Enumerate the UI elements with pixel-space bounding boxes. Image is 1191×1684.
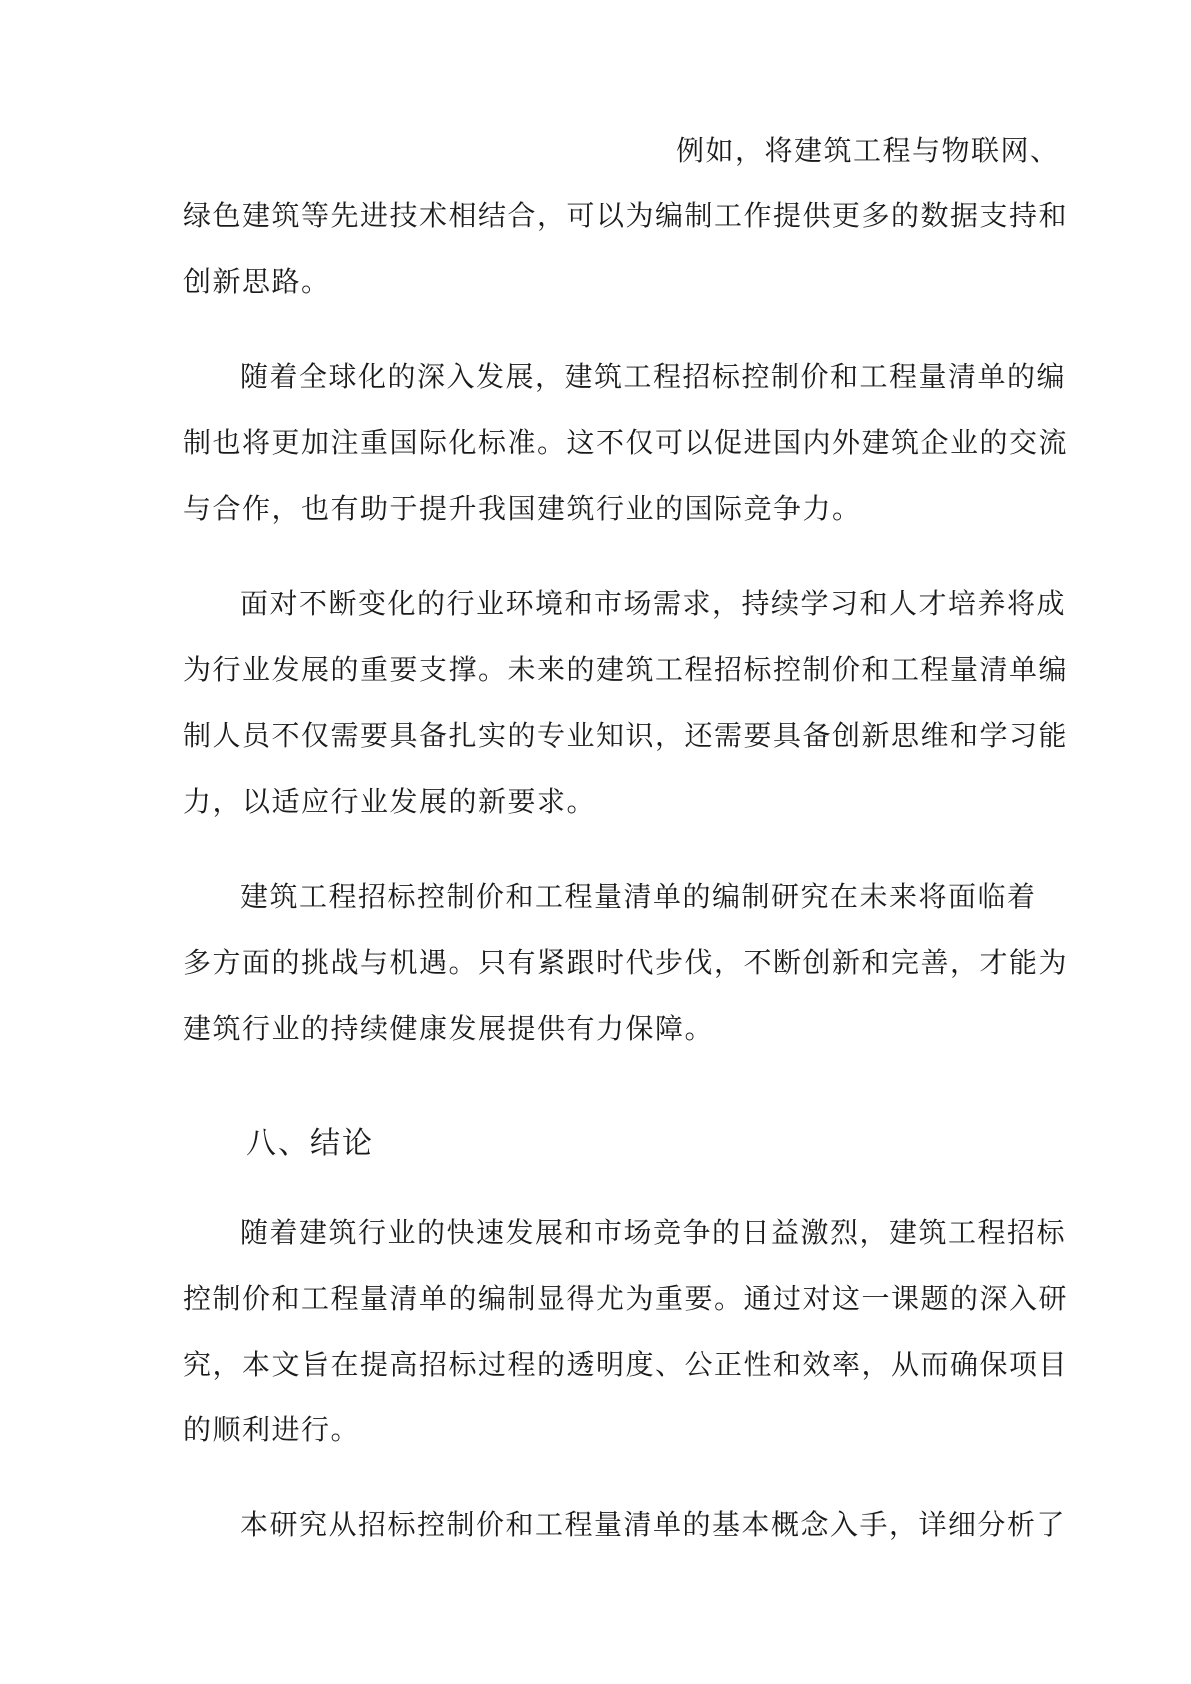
paragraph-line: 绿色建筑等先进技术相结合，可以为编制工作提供更多的数据支持和 — [183, 199, 1069, 232]
section-heading: 八、结论 — [246, 1126, 374, 1161]
paragraph-line: 随着全球化的深入发展，建筑工程招标控制价和工程量清单的编 — [240, 360, 1067, 393]
paragraph-line: 究，本文旨在提高招标过程的透明度、公正性和效率，从而确保项目 — [183, 1348, 1069, 1381]
paragraph-line: 控制价和工程量清单的编制显得尤为重要。通过对这一课题的深入研 — [183, 1282, 1069, 1315]
paragraph-line: 本研究从招标控制价和工程量清单的基本概念入手，详细分析了 — [240, 1508, 1067, 1541]
paragraph-line: 面对不断变化的行业环境和市场需求，持续学习和人才培养将成 — [240, 587, 1067, 620]
paragraph-line: 制人员不仅需要具备扎实的专业知识，还需要具备创新思维和学习能 — [183, 719, 1069, 752]
paragraph-line: 创新思路。 — [183, 265, 331, 298]
paragraph-line: 的顺利进行。 — [183, 1413, 361, 1446]
paragraph-line: 多方面的挑战与机遇。只有紧跟时代步伐，不断创新和完善，才能为 — [183, 946, 1069, 979]
paragraph-line: 建筑行业的持续健康发展提供有力保障。 — [183, 1012, 715, 1045]
paragraph-line: 例如，将建筑工程与物联网、 — [676, 134, 1060, 167]
paragraph-line: 制也将更加注重国际化标准。这不仅可以促进国内外建筑企业的交流 — [183, 426, 1069, 459]
paragraph-line: 力，以适应行业发展的新要求。 — [183, 785, 597, 818]
paragraph-line: 建筑工程招标控制价和工程量清单的编制研究在未来将面临着 — [240, 880, 1037, 913]
paragraph-line: 为行业发展的重要支撑。未来的建筑工程招标控制价和工程量清单编 — [183, 653, 1069, 686]
paragraph-line: 与合作，也有助于提升我国建筑行业的国际竞争力。 — [183, 492, 862, 525]
paragraph-line: 随着建筑行业的快速发展和市场竞争的日益激烈，建筑工程招标 — [240, 1216, 1067, 1249]
